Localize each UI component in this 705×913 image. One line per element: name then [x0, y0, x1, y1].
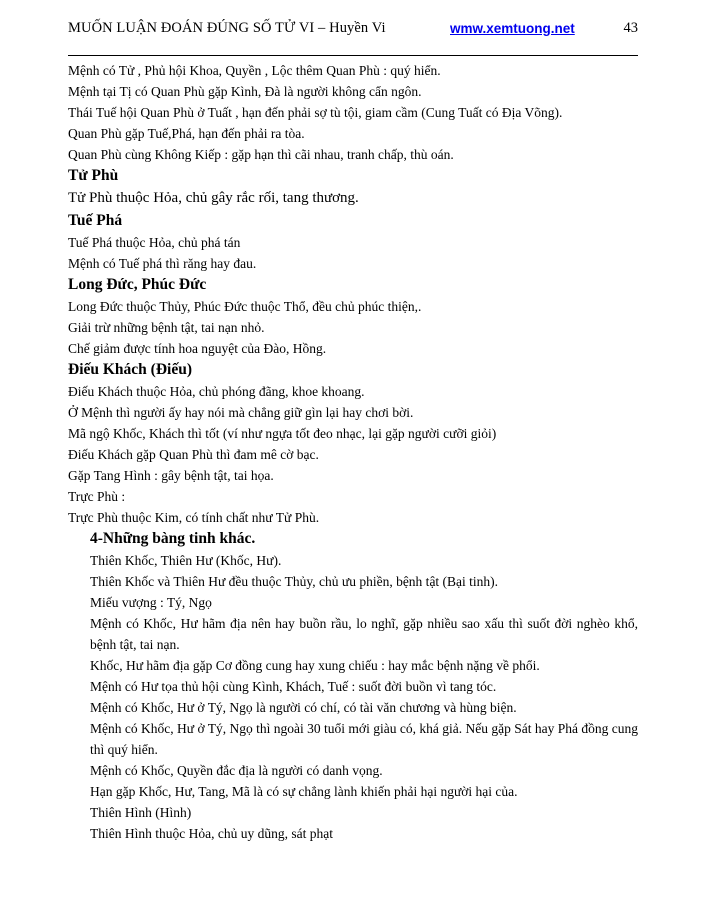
- body-line: Điếu Khách gặp Quan Phù thì đam mê cờ bạc.: [68, 447, 319, 462]
- body-line: Mệnh có Hư tọa thủ hội cùng Kình, Khách, Tuế : suốt đời buồn vì tang tóc.: [90, 679, 497, 694]
- section-heading: 4-Những bàng tinh khác.: [90, 530, 256, 547]
- body-line: Trực Phù thuộc Kim, có tính chất như Tử Phù.: [68, 510, 320, 525]
- section-heading: Tử Phù: [68, 167, 119, 184]
- body-line: Giải trừ những bệnh tật, tai nạn nhỏ.: [68, 320, 265, 335]
- body-line: Mệnh có Khốc, Hư hãm địa nên hay buồn rầu, lo nghĩ, gặp nhiều sao xấu thì suốt đời nghèo khổ, bệnh tật, tai nạn.: [90, 616, 638, 652]
- body-line: Miếu vượng : Tý, Ngọ: [90, 595, 212, 610]
- body-line: Thiên Khốc và Thiên Hư đều thuộc Thủy, chủ ưu phiền, bệnh tật (Bại tinh).: [90, 574, 499, 589]
- header-divider: [68, 55, 638, 56]
- header-title: MUỐN LUẬN ĐOÁN ĐÚNG SỐ TỬ VI – Huyền Vi: [68, 20, 386, 36]
- body-line: Mệnh tại Tị có Quan Phù gặp Kình, Đà là người không cẩn ngôn.: [68, 84, 422, 99]
- body-line: Mệnh có Khốc, Hư ở Tý, Ngọ thì ngoài 30 tuổi mới giàu có, khá giả. Nếu gặp Sát hay Phá đồng cung thì quý hiển.: [90, 721, 638, 757]
- body-line: Quan Phù gặp Tuế,Phá, hạn đến phải ra tòa.: [68, 126, 305, 141]
- body-line: Khốc, Hư hãm địa gặp Cơ đồng cung hay xung chiếu : hay mắc bệnh nặng về phổi.: [90, 658, 540, 673]
- section-heading: Long Đức, Phúc Đức: [68, 276, 207, 293]
- body-line: Mã ngộ Khốc, Khách thì tốt (ví như ngựa tốt đeo nhạc, lại gặp người cưỡi giỏi): [68, 426, 497, 441]
- body-line: Hạn gặp Khốc, Hư, Tang, Mã là có sự chẳng lành khiến phải hại người hại của.: [90, 784, 518, 799]
- body-line: Tuế Phá thuộc Hỏa, chủ phá tán: [68, 235, 241, 250]
- page-header: [68, 18, 638, 40]
- body-line: Mệnh có Khốc, Quyền đắc địa là người có danh vọng.: [90, 763, 383, 778]
- body-line: Mệnh có Khốc, Hư ở Tý, Ngọ là người có chí, có tài văn chương và hùng biện.: [90, 700, 517, 715]
- section-heading: Điếu Khách (Điếu): [68, 361, 192, 378]
- body-line: Mệnh có Tử , Phủ hội Khoa, Quyền , Lộc thêm Quan Phù : quý hiển.: [68, 63, 441, 78]
- section-heading: Tuế Phá: [68, 212, 123, 229]
- body-line: Ở Mệnh thì người ấy hay nói mà chẳng giữ gìn lại hay chơi bời.: [68, 405, 414, 420]
- document-body: [68, 60, 638, 844]
- body-line: Chế giảm được tính hoa nguyệt của Đào, Hồng.: [68, 341, 327, 356]
- body-line: Điếu Khách thuộc Hỏa, chủ phóng đãng, khoe khoang.: [68, 384, 365, 399]
- body-line: Thiên Hình thuộc Hỏa, chủ uy dũng, sát phạt: [90, 826, 333, 841]
- body-line: Long Đức thuộc Thủy, Phúc Đức thuộc Thổ, đều chủ phúc thiện,.: [68, 299, 422, 314]
- body-line: Tử Phù thuộc Hỏa, chủ gây rắc rối, tang thương.: [68, 190, 359, 206]
- body-line: Trực Phù :: [68, 489, 126, 504]
- body-line: Quan Phù cùng Không Kiếp : gặp hạn thì cãi nhau, tranh chấp, thù oán.: [68, 147, 454, 162]
- body-line: Mệnh có Tuế phá thì răng hay đau.: [68, 256, 257, 271]
- body-line: Thiên Khốc, Thiên Hư (Khốc, Hư).: [90, 553, 282, 568]
- body-line: Thái Tuế hội Quan Phù ở Tuất , hạn đến phải sợ tù tội, giam cầm (Cung Tuất có Địa Võng).: [68, 105, 563, 120]
- body-line: Gặp Tang Hình : gây bệnh tật, tai họa.: [68, 468, 274, 483]
- body-line: Thiên Hình (Hình): [90, 805, 192, 820]
- page-number: 43: [623, 20, 638, 36]
- website-link[interactable]: wmw.xemtuong.net: [450, 21, 575, 36]
